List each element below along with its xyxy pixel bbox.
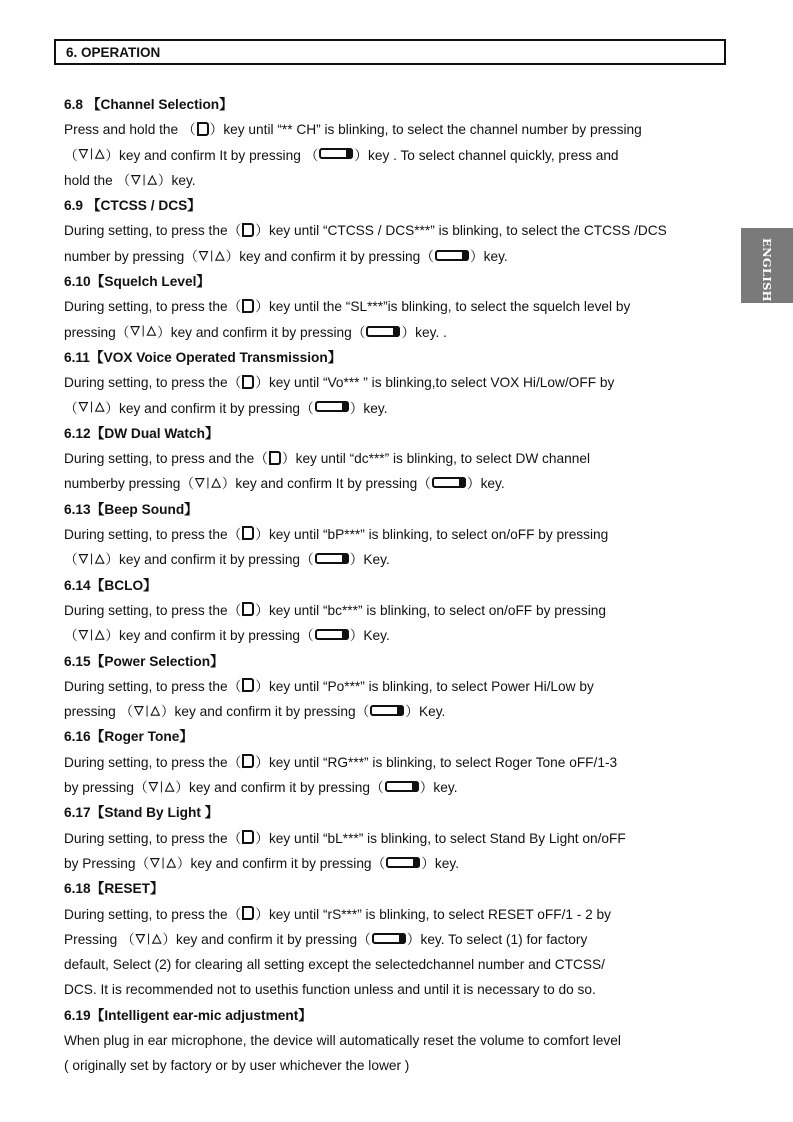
section (64, 800, 724, 876)
section (64, 421, 724, 497)
section-header-title: 6. OPERATION (66, 45, 161, 60)
text-run: default, Select (2) for clearing all setting except the selectedchannel number and CTCSS/ (64, 957, 605, 973)
text-run: ）key and confirm it by pressing（ (105, 552, 314, 568)
text-run: ）key and confirm It by pressing（ (221, 476, 431, 492)
text-run: ）key and confirm it by pressing（ (175, 780, 384, 796)
ptt-key-icon (315, 629, 349, 640)
text-run: ）key and confirm it by pressing（ (225, 248, 434, 264)
section-title: 6.9 【CTCSS / DCS】 (64, 198, 201, 214)
section-line (64, 117, 724, 142)
section-line (64, 218, 724, 243)
menu-key-icon (242, 754, 254, 768)
text-run: ）key. . (401, 324, 447, 340)
section (64, 92, 724, 193)
section-line (64, 902, 724, 927)
section-line (64, 168, 724, 193)
text-run: During setting, to press the（ (64, 223, 242, 239)
text-run: During setting, to press the（ (64, 830, 242, 846)
ptt-key-icon (370, 705, 404, 716)
section-title: 6.11【VOX Voice Operated Transmission】 (64, 349, 342, 365)
text-run: pressing（ (64, 324, 130, 340)
section-title: 6.12【DW Dual Watch】 (64, 425, 219, 441)
down-up-arrow-keys-icon: ▽ | △ (131, 171, 157, 186)
menu-key-icon (242, 223, 254, 237)
ptt-key-icon (435, 250, 469, 261)
text-run: ）key and confirm it by pressing（ (162, 931, 371, 947)
text-run: ）key until “bL***” is blinking, to select Stand By Light on/oFF (255, 830, 626, 846)
text-run: ）key and confirm it by pressing（ (105, 400, 314, 416)
menu-key-icon (242, 375, 254, 389)
text-run: ）key and confirm it by pressing（ (105, 628, 314, 644)
ptt-key-icon (372, 933, 406, 944)
text-run: During setting, to press the（ (64, 906, 242, 922)
text-run: by pressing（ (64, 780, 148, 796)
text-run: DCS. It is recommended not to usethis function unless and until it is necessary to do so. (64, 982, 596, 998)
section-line (64, 775, 724, 800)
down-up-arrow-keys-icon: ▽ | △ (198, 247, 225, 262)
menu-key-icon (242, 602, 254, 616)
section-title: 6.13【Beep Sound】 (64, 501, 198, 517)
text-run: ）key and confirm It by pressing （ (105, 147, 319, 163)
text-run: ）key. (157, 172, 196, 188)
text-run: During setting, to press and the（ (64, 451, 268, 467)
text-run: ）key until “bc***” is blinking, to select on/oFF by pressing (255, 602, 606, 618)
section (64, 1003, 724, 1079)
text-run: by Pressing（ (64, 855, 150, 871)
section-line (64, 1028, 724, 1053)
menu-key-icon (197, 122, 209, 136)
section-header-box (54, 39, 726, 65)
text-run: numberby pressing（ (64, 476, 195, 492)
menu-key-icon (269, 451, 281, 465)
section-title: 6.19【Intelligent ear-mic adjustment】 (64, 1007, 312, 1023)
text-run: ( originally set by factory or by user whichever the lower ) (64, 1058, 410, 1074)
text-run: ）key until “** CH” is blinking, to select the channel number by pressing (209, 122, 642, 138)
text-run: ）Key. (349, 628, 390, 644)
text-run: （ (64, 400, 78, 416)
section-title: 6.10【Squelch Level】 (64, 274, 211, 290)
section-line (64, 750, 724, 775)
text-run: ）key. (349, 400, 388, 416)
language-side-tab-label: ENGLISH (760, 238, 774, 302)
section-line (64, 598, 724, 623)
text-run: ）key. (421, 855, 460, 871)
section-title: 6.14【BCLO】 (64, 577, 157, 593)
section-line (64, 522, 724, 547)
menu-key-icon (242, 678, 254, 692)
text-run: Press and hold the （ (64, 122, 196, 138)
section-line (64, 699, 724, 724)
section (64, 573, 724, 649)
text-run: （ (64, 628, 78, 644)
text-run: ）key and confirm it by pressing（ (157, 324, 366, 340)
section (64, 497, 724, 573)
text-run: ）key . To select channel quickly, press and (354, 147, 619, 163)
down-up-arrow-keys-icon: ▽ | △ (130, 323, 157, 338)
down-up-arrow-keys-icon: ▽ | △ (78, 146, 105, 161)
text-run: ）key until “bP***” is blinking, to select on/oFF by pressing (255, 527, 609, 543)
section-line (64, 952, 724, 977)
section-line (64, 244, 724, 269)
section-line (64, 294, 724, 319)
text-run: ）key and confirm it by pressing（ (160, 704, 370, 720)
section-title: 6.17【Stand By Light 】 (64, 805, 219, 821)
text-run: ）key. To select (1) for factory (406, 931, 588, 947)
text-run: During setting, to press the（ (64, 299, 242, 315)
text-run: Pressing （ (64, 931, 135, 947)
text-run: ）Key. (405, 704, 446, 720)
menu-key-icon (242, 906, 254, 920)
text-run: ）key until “CTCSS / DCS***” is blinking, to select the CTCSS /DCS (255, 223, 667, 239)
down-up-arrow-keys-icon: ▽ | △ (148, 778, 175, 793)
section-line (64, 446, 724, 471)
ptt-key-icon (315, 401, 349, 412)
section (64, 649, 724, 725)
section-line (64, 851, 724, 876)
section-line (64, 1053, 724, 1078)
section (64, 345, 724, 421)
section-line (64, 623, 724, 648)
down-up-arrow-keys-icon: ▽ | △ (150, 854, 176, 869)
text-run: During setting, to press the（ (64, 375, 242, 391)
text-run: number by pressing（ (64, 248, 198, 264)
ptt-key-icon (386, 857, 420, 868)
section-line (64, 396, 724, 421)
text-run: ）key until “rS***” is blinking, to select RESET oFF/1 - 2 by (255, 906, 612, 922)
text-run: ）key. (469, 248, 508, 264)
down-up-arrow-keys-icon: ▽ | △ (78, 399, 105, 414)
text-run: During setting, to press the（ (64, 754, 242, 770)
section (64, 269, 724, 345)
text-run: ）key until “Vo*** ” is blinking,to select VOX Hi/Low/OFF by (255, 375, 615, 391)
section-title: 6.15【Power Selection】 (64, 653, 224, 669)
text-run: ）key. (419, 780, 458, 796)
down-up-arrow-keys-icon: ▽ | △ (78, 551, 105, 566)
section-title: 6.18【RESET】 (64, 881, 164, 897)
ptt-key-icon (432, 477, 466, 488)
ptt-key-icon (319, 148, 353, 159)
ptt-key-icon (385, 781, 419, 792)
section-line (64, 674, 724, 699)
text-run: ）key and confirm it by pressing（ (176, 855, 386, 871)
section (64, 876, 724, 1002)
text-run: During setting, to press the（ (64, 527, 242, 543)
text-run: hold the （ (64, 172, 131, 188)
text-run: ）key until “dc***” is blinking, to select DW channel (281, 451, 591, 467)
down-up-arrow-keys-icon: ▽ | △ (78, 626, 105, 641)
text-run: During setting, to press the（ (64, 678, 242, 694)
section (64, 724, 724, 800)
menu-key-icon (242, 299, 254, 313)
section-line (64, 826, 724, 851)
text-run: During setting, to press the（ (64, 602, 242, 618)
text-run: When plug in ear microphone, the device will automatically reset the volume to comfort level (64, 1032, 621, 1048)
section-title: 6.16【Roger Tone】 (64, 729, 194, 745)
section-line (64, 977, 724, 1002)
section-line (64, 370, 724, 395)
text-run: pressing （ (64, 704, 134, 720)
menu-key-icon (242, 830, 254, 844)
ptt-key-icon (315, 553, 349, 564)
section-line (64, 927, 724, 952)
down-up-arrow-keys-icon: ▽ | △ (195, 475, 221, 490)
section-line (64, 143, 724, 168)
section-line (64, 320, 724, 345)
text-run: （ (64, 147, 78, 163)
text-run: ）Key. (349, 552, 390, 568)
ptt-key-icon (366, 326, 400, 337)
language-side-tab (741, 228, 793, 303)
text-run: （ (64, 552, 78, 568)
down-up-arrow-keys-icon: ▽ | △ (135, 930, 162, 945)
operation-content (64, 92, 724, 1079)
text-run: ）key until “Po***” is blinking, to select Power Hi/Low by (255, 678, 594, 694)
section-title: 6.8 【Channel Selection】 (64, 97, 233, 112)
section-line (64, 547, 724, 572)
down-up-arrow-keys-icon: ▽ | △ (134, 702, 160, 717)
section-line (64, 471, 724, 496)
text-run: ）key until the “SL***”is blinking, to select the squelch level by (255, 299, 631, 315)
text-run: ）key until “RG***” is blinking, to select Roger Tone oFF/1-3 (255, 754, 618, 770)
section (64, 193, 724, 269)
menu-key-icon (242, 526, 254, 540)
text-run: ）key. (466, 476, 505, 492)
